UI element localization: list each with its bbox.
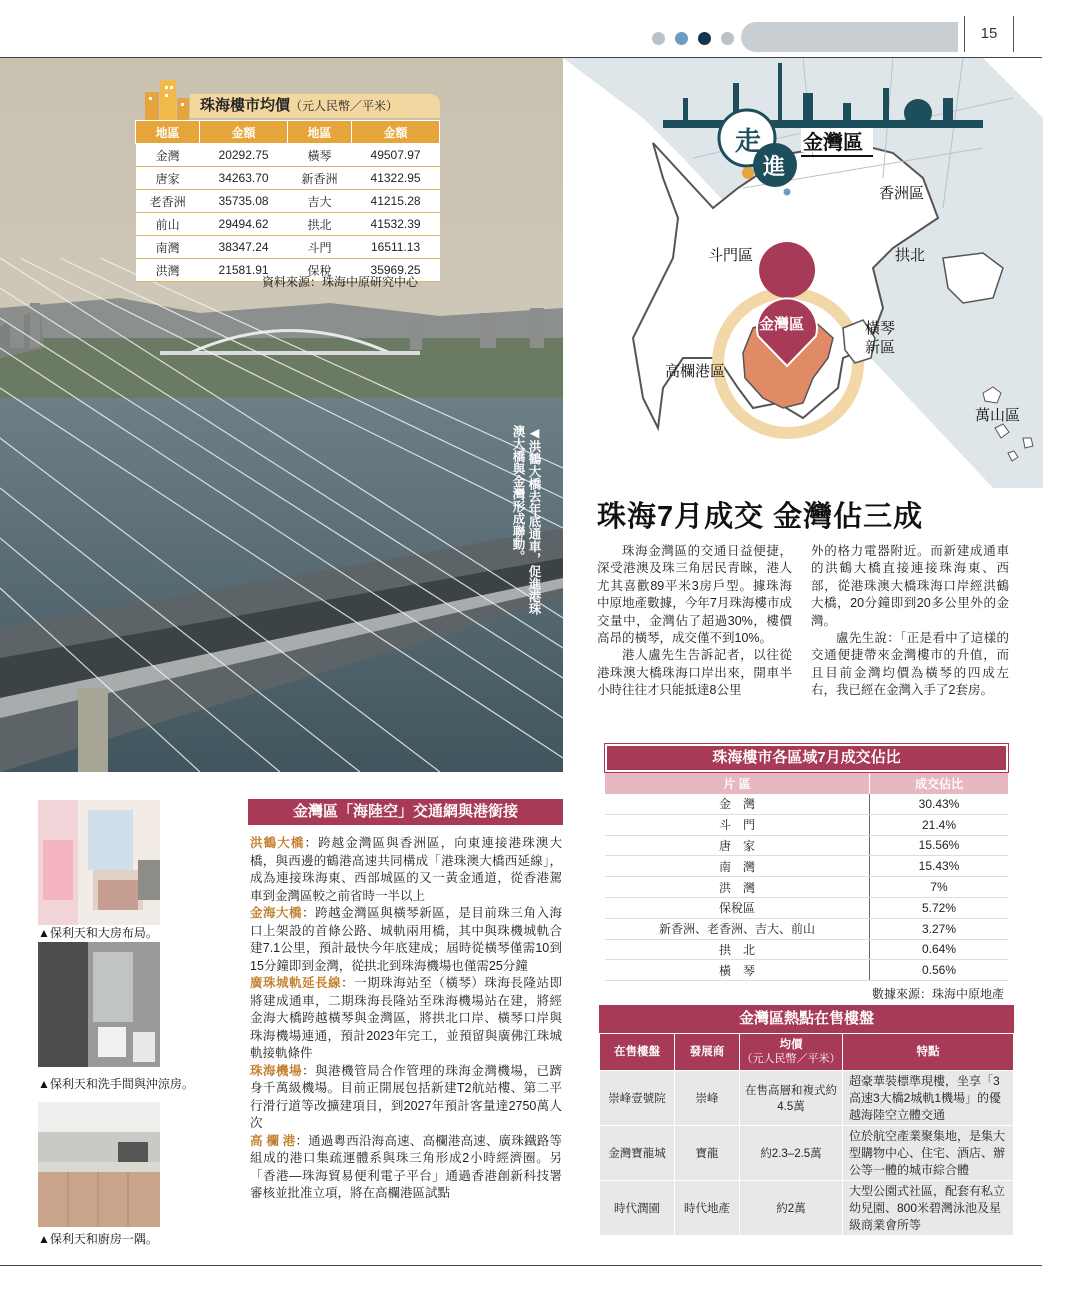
- district: 洪灣: [136, 259, 200, 282]
- article-col-2: [811, 543, 1009, 700]
- area: 金 灣: [605, 794, 870, 814]
- article-paragraph: 盧先生說：「正是看中了這樣的交通便捷帶來金灣樓市的升值，而且目前金灣均價為橫琴的四成左右，我已經在金灣入手了2套房。: [811, 631, 1009, 698]
- features: 大型公園式社區，配套有私立幼兒園、800米碧灣泳池及星級商業會所等: [843, 1181, 1014, 1236]
- map-label-wanshan: 萬山區: [975, 406, 1021, 424]
- district-map: [563, 58, 1043, 488]
- share: 15.43%: [870, 856, 1009, 877]
- header-dot: [698, 32, 711, 45]
- price: 34263.70: [200, 167, 288, 190]
- project: 金灣寶龍城: [600, 1126, 675, 1181]
- header-dot: [675, 32, 688, 45]
- transport-title: 金灣區「海陸空」交通網與港銜接: [248, 799, 563, 825]
- price: 38347.24: [200, 236, 288, 259]
- map-label-doumen: 斗門區: [708, 246, 754, 264]
- table-row: [600, 1126, 1014, 1181]
- col-header: 發展商: [675, 1034, 740, 1071]
- map-badge-enter: 進: [763, 155, 786, 180]
- article-headline: 珠海7月成交 金灣佔三成: [597, 501, 924, 533]
- table-row: [136, 144, 440, 167]
- price: 41215.28: [352, 190, 440, 213]
- share: 3.27%: [870, 918, 1009, 939]
- table-row: [605, 939, 1008, 960]
- col-header: 地區: [136, 121, 200, 144]
- share: 15.56%: [870, 835, 1009, 856]
- transport-item: 洪鶴大橋：跨越金灣區與香洲區，向東連接港珠澳大橋，與西邊的鶴港高速共同構成「港珠澳大橋西延線」，成為連接珠海東、西部城區的又一黃金通道，從香港駕車到金灣區較之前省時一半以上: [250, 836, 562, 903]
- photo-caption: ◀洪鶴大橋去年底通車，促進港珠澳大橋與金灣形成聯動。: [511, 425, 541, 615]
- share: 0.56%: [870, 960, 1009, 981]
- share: 7%: [870, 877, 1009, 898]
- transport-item: 珠海機場：與港機管局合作管理的珠海金灣機場，已躋身千萬級機場。目前正開展包括新建T2航站樓、第二平行滑行道等改擴建項目，到2027年預計客量達2750萬人次: [250, 1063, 562, 1130]
- map-badge-title: 金灣區: [803, 130, 863, 154]
- col-header: 特點: [843, 1034, 1014, 1071]
- map-label-gongbei: 拱北: [895, 246, 926, 264]
- photo-caption-2: ▲保利天和洗手間與沖涼房。: [38, 1077, 194, 1091]
- project: 時代潤園: [600, 1181, 675, 1236]
- table-row: [605, 897, 1008, 918]
- avg-price: 約2.3–2.5萬: [740, 1126, 843, 1181]
- table-row: [136, 167, 440, 190]
- col-header-price: 均價 （元人民幣／平米）: [740, 1034, 843, 1071]
- price-table-title: 珠海樓市均價（元人民幣／平米）: [190, 94, 440, 118]
- avg-price: 在售高層和複式約4.5萬: [740, 1071, 843, 1126]
- header-dot: [721, 32, 734, 45]
- map-label-hengqin: 橫琴: [865, 319, 896, 337]
- col-header: 金額: [352, 121, 440, 144]
- share-table-block: [605, 744, 1008, 1002]
- table-row: [605, 877, 1008, 898]
- table-row: [605, 856, 1008, 877]
- price: 41532.39: [352, 213, 440, 236]
- price: 21581.91: [200, 259, 288, 282]
- col-header: 片 區: [605, 772, 870, 794]
- table-row: [605, 960, 1008, 981]
- interior-photo-kitchen: [38, 1102, 160, 1227]
- price: 35969.25: [352, 259, 440, 282]
- share: 30.43%: [870, 794, 1009, 814]
- share-table-source: 數據來源：珠海中原地產: [871, 987, 1004, 1002]
- area: 保稅區: [605, 897, 870, 918]
- interior-photo-bathroom: [38, 942, 160, 1067]
- map-label-hengqin-2: 新區: [865, 338, 896, 356]
- map-label-gaolan: 高欄港區: [665, 362, 726, 380]
- transport-item: 高 欄 港：通過粵西沿海高速、高欄港高速、廣珠鐵路等組成的港口集疏運體系與珠三角形成2小時經濟圈。另「香港—珠海貿易便利電子平台」通過香港創新科技署審核並批准立項，將在高欄港區試點: [250, 1133, 562, 1200]
- header-bar: [741, 22, 958, 52]
- area: 斗 門: [605, 814, 870, 835]
- district: 吉大: [287, 190, 351, 213]
- hot-table: [599, 1033, 1014, 1236]
- transport-item: 廣珠城軌延長線：一期珠海站至（橫琴）珠海長隆站即將建成通車，二期珠海長隆站至珠海機場站在建，將經金海大橋跨越橫琴與金灣區，將拱北口岸、橫琴口岸與珠海機場連通，預計2023年完工，並預留與廣佛江珠城軌接軌條件: [250, 976, 562, 1060]
- area: 唐 家: [605, 835, 870, 856]
- share: 0.64%: [870, 939, 1009, 960]
- table-row: [136, 213, 440, 236]
- district: 新香洲: [287, 167, 351, 190]
- photo-caption-3: ▲保利天和廚房一隅。: [38, 1232, 158, 1246]
- price-table-source: 資料來源：珠海中原研究中心: [262, 275, 419, 289]
- district: 唐家: [136, 167, 200, 190]
- area: 洪 灣: [605, 877, 870, 898]
- article-paragraph: 港人盧先生告訴記者，以往從港珠澳大橋珠海口岸出來，開車半小時往往才只能抵達8公里: [597, 648, 792, 698]
- area: 拱 北: [605, 939, 870, 960]
- district: 橫琴: [287, 144, 351, 167]
- developer: 崇峰: [675, 1071, 740, 1126]
- features: 位於航空產業聚集地，是集大型購物中心、住宅、酒店、辦公等一體的城市綜合體: [843, 1126, 1014, 1181]
- price-table: [135, 120, 440, 282]
- features: 超豪華裝標準現樓，坐享「3高速3大橋2城軌1機場」的優越海陸空立體交通: [843, 1071, 1014, 1126]
- interior-photo-bedroom: [38, 800, 160, 925]
- photo-caption-1: ▲保利天和大房布局。: [38, 926, 158, 940]
- article-paragraph: 外的格力電器附近。而新建成通車的洪鶴大橋直接連接珠海東、西部，從港珠澳大橋珠海口岸經洪鶴大橋，20分鐘即到20多公里外的金灣。: [811, 544, 1009, 628]
- footer-rule: [0, 1265, 1042, 1266]
- col-header: 地區: [287, 121, 351, 144]
- hot-table-title: 金灣區熱點在售樓盤: [599, 1005, 1014, 1033]
- table-row: [600, 1181, 1014, 1236]
- article-col-1: [597, 543, 792, 700]
- share-table: [605, 772, 1008, 981]
- developer: 時代地產: [675, 1181, 740, 1236]
- map-badge-walk: 走: [735, 127, 762, 157]
- district: 老香洲: [136, 190, 200, 213]
- price: 49507.97: [352, 144, 440, 167]
- table-row: [600, 1071, 1014, 1126]
- district: 金灣: [136, 144, 200, 167]
- article-paragraph: 珠海金灣區的交通日益便捷，深受港澳及珠三角居民青睞，港人尤其喜歡89平米3房戶型。據珠海中原地產數據，今年7月珠海樓市成交量中，金灣佔了超過30%，樓價高昂的橫琴，成交僅不到10%。: [597, 544, 792, 646]
- page-number: 15: [964, 16, 1014, 52]
- district: 斗門: [287, 236, 351, 259]
- transport-item: 金海大橋：跨越金灣區與橫琴新區，是目前珠三角入海口上架設的首條公路、城軌兩用橋，其中與珠機城軌合建7.1公里，預計最快今年底建成；屆時從橫琴僅需10到15分鐘即到金灣，從拱北到珠海機場也僅需25分鐘: [250, 906, 562, 973]
- area: 新香洲、老香洲、吉大、前山: [605, 918, 870, 939]
- table-row: [605, 918, 1008, 939]
- table-row: [605, 835, 1008, 856]
- map-label-xiangzhou: 香洲區: [879, 184, 925, 202]
- district: 保稅: [287, 259, 351, 282]
- share: 5.72%: [870, 897, 1009, 918]
- col-header: 成交佔比: [870, 772, 1009, 794]
- avg-price: 約2萬: [740, 1181, 843, 1236]
- table-row: [605, 814, 1008, 835]
- col-header: 金額: [200, 121, 288, 144]
- price: 41322.95: [352, 167, 440, 190]
- price: 29494.62: [200, 213, 288, 236]
- table-row: [136, 236, 440, 259]
- transport-body: [250, 835, 562, 1203]
- district: 前山: [136, 213, 200, 236]
- developer: 寶龍: [675, 1126, 740, 1181]
- district: 南灣: [136, 236, 200, 259]
- share: 21.4%: [870, 814, 1009, 835]
- price: 20292.75: [200, 144, 288, 167]
- price: 35735.08: [200, 190, 288, 213]
- share-table-title: 珠海樓市各區域7月成交佔比: [605, 744, 1008, 772]
- table-row: [605, 794, 1008, 814]
- header-dot: [652, 32, 665, 45]
- col-header: 在售樓盤: [600, 1034, 675, 1071]
- price: 16511.13: [352, 236, 440, 259]
- table-row: [136, 190, 440, 213]
- district: 拱北: [287, 213, 351, 236]
- area: 橫 琴: [605, 960, 870, 981]
- area: 南 灣: [605, 856, 870, 877]
- project: 崇峰壹號院: [600, 1071, 675, 1126]
- hot-table-block: [599, 1005, 1014, 1236]
- map-label-jinwan: 金灣區: [759, 315, 805, 333]
